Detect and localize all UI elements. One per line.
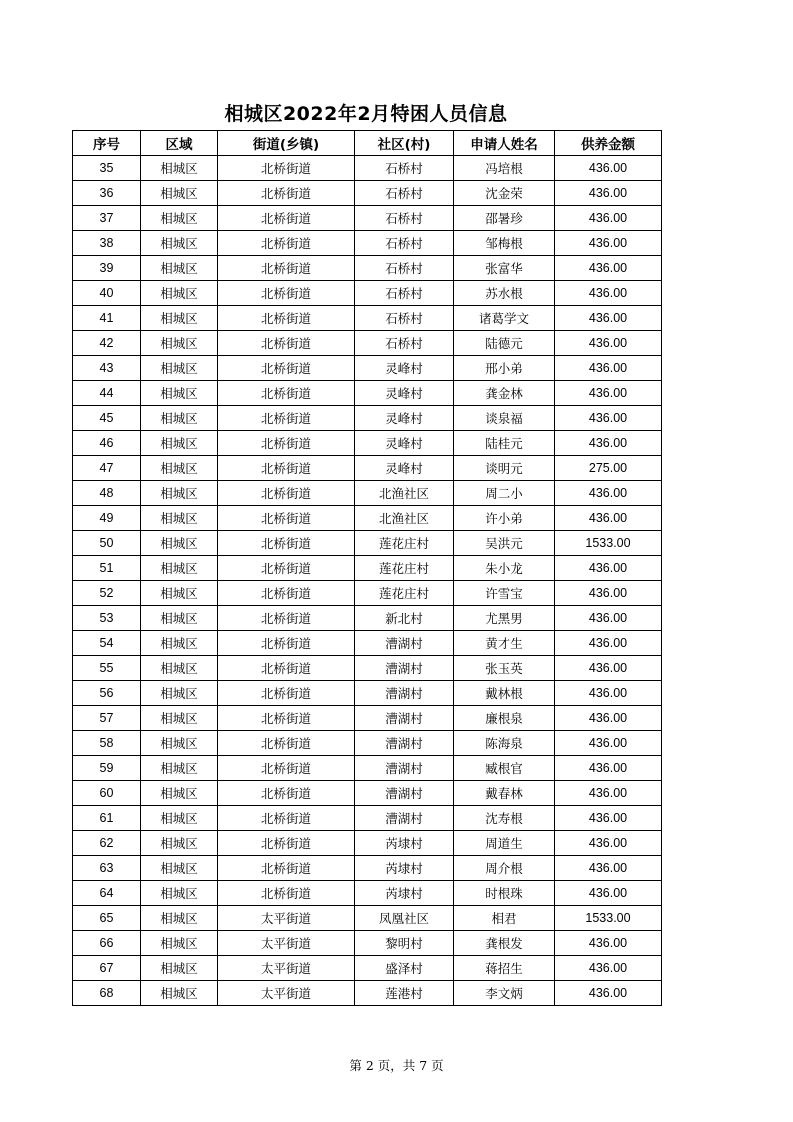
cell-district: 相城区 [141,681,218,706]
cell-street: 北桥街道 [218,256,355,281]
cell-support-amount: 436.00 [555,881,662,906]
cell-street: 北桥街道 [218,656,355,681]
cell-district: 相城区 [141,206,218,231]
cell-applicant-name: 苏水根 [454,281,555,306]
table-row [73,281,662,306]
cell-community: 莲花庄村 [355,556,454,581]
cell-applicant-name: 尤黑男 [454,606,555,631]
cell-community: 盛泽村 [355,956,454,981]
cell-index: 44 [73,381,141,406]
cell-street: 北桥街道 [218,756,355,781]
header-index: 序号 [73,131,141,156]
table-row [73,206,662,231]
cell-district: 相城区 [141,731,218,756]
cell-support-amount: 436.00 [555,156,662,181]
header-applicant-name: 申请人姓名 [454,131,555,156]
cell-support-amount: 436.00 [555,856,662,881]
table-row [73,456,662,481]
cell-street: 太平街道 [218,956,355,981]
cell-district: 相城区 [141,306,218,331]
cell-district: 相城区 [141,531,218,556]
table-row [73,831,662,856]
cell-street: 北桥街道 [218,581,355,606]
cell-street: 北桥街道 [218,381,355,406]
cell-support-amount: 436.00 [555,256,662,281]
cell-index: 35 [73,156,141,181]
cell-index: 50 [73,531,141,556]
cell-applicant-name: 冯培根 [454,156,555,181]
cell-district: 相城区 [141,656,218,681]
cell-district: 相城区 [141,906,218,931]
cell-community: 漕湖村 [355,731,454,756]
cell-index: 56 [73,681,141,706]
cell-support-amount: 436.00 [555,431,662,456]
header-district: 区域 [141,131,218,156]
cell-street: 北桥街道 [218,431,355,456]
cell-community: 石桥村 [355,256,454,281]
cell-support-amount: 436.00 [555,556,662,581]
cell-support-amount: 436.00 [555,381,662,406]
cell-district: 相城区 [141,706,218,731]
cell-district: 相城区 [141,506,218,531]
cell-street: 北桥街道 [218,156,355,181]
cell-community: 灵峰村 [355,456,454,481]
cell-community: 石桥村 [355,231,454,256]
cell-index: 36 [73,181,141,206]
cell-street: 北桥街道 [218,606,355,631]
cell-index: 57 [73,706,141,731]
table-row [73,906,662,931]
cell-community: 灵峰村 [355,356,454,381]
cell-applicant-name: 戴林根 [454,681,555,706]
cell-support-amount: 436.00 [555,706,662,731]
cell-district: 相城区 [141,581,218,606]
cell-district: 相城区 [141,781,218,806]
cell-street: 北桥街道 [218,481,355,506]
table-row [73,531,662,556]
header-community: 社区(村) [355,131,454,156]
cell-applicant-name: 朱小龙 [454,556,555,581]
cell-support-amount: 1533.00 [555,531,662,556]
cell-community: 漕湖村 [355,681,454,706]
cell-index: 48 [73,481,141,506]
cell-community: 芮埭村 [355,856,454,881]
page-number: 第 2 页，共 7 页 [349,1058,444,1073]
cell-support-amount: 436.00 [555,681,662,706]
cell-index: 46 [73,431,141,456]
cell-support-amount: 1533.00 [555,906,662,931]
cell-street: 北桥街道 [218,556,355,581]
cell-community: 石桥村 [355,181,454,206]
table-row [73,506,662,531]
table-row [73,656,662,681]
cell-community: 漕湖村 [355,631,454,656]
cell-district: 相城区 [141,981,218,1006]
table-row [73,856,662,881]
header-support-amount: 供养金额 [555,131,662,156]
cell-community: 莲花庄村 [355,531,454,556]
cell-applicant-name: 邢小弟 [454,356,555,381]
cell-street: 太平街道 [218,931,355,956]
table-row [73,956,662,981]
cell-district: 相城区 [141,631,218,656]
cell-district: 相城区 [141,881,218,906]
cell-district: 相城区 [141,181,218,206]
cell-applicant-name: 蒋招生 [454,956,555,981]
cell-index: 66 [73,931,141,956]
cell-street: 北桥街道 [218,856,355,881]
cell-support-amount: 436.00 [555,806,662,831]
cell-district: 相城区 [141,481,218,506]
table-row [73,881,662,906]
cell-applicant-name: 廉根泉 [454,706,555,731]
cell-community: 石桥村 [355,281,454,306]
cell-community: 石桥村 [355,306,454,331]
cell-applicant-name: 许小弟 [454,506,555,531]
table-row [73,631,662,656]
cell-index: 55 [73,656,141,681]
cell-applicant-name: 黄才生 [454,631,555,656]
roster-table [72,130,662,1006]
cell-community: 新北村 [355,606,454,631]
table-row [73,581,662,606]
cell-street: 北桥街道 [218,531,355,556]
table-row [73,256,662,281]
cell-street: 北桥街道 [218,731,355,756]
cell-community: 莲港村 [355,981,454,1006]
cell-support-amount: 436.00 [555,931,662,956]
cell-support-amount: 436.00 [555,406,662,431]
cell-street: 北桥街道 [218,331,355,356]
cell-index: 38 [73,231,141,256]
table-body [73,156,662,1006]
cell-support-amount: 436.00 [555,756,662,781]
cell-community: 漕湖村 [355,781,454,806]
cell-community: 灵峰村 [355,381,454,406]
cell-support-amount: 436.00 [555,656,662,681]
cell-district: 相城区 [141,756,218,781]
table-row [73,781,662,806]
cell-support-amount: 436.00 [555,781,662,806]
cell-applicant-name: 陈海泉 [454,731,555,756]
table-row [73,331,662,356]
cell-district: 相城区 [141,556,218,581]
cell-support-amount: 436.00 [555,231,662,256]
table-row [73,681,662,706]
cell-index: 68 [73,981,141,1006]
cell-community: 北渔社区 [355,481,454,506]
cell-index: 45 [73,406,141,431]
cell-index: 37 [73,206,141,231]
cell-index: 58 [73,731,141,756]
cell-applicant-name: 谈明元 [454,456,555,481]
cell-district: 相城区 [141,281,218,306]
cell-applicant-name: 李文炳 [454,981,555,1006]
table-row [73,481,662,506]
cell-community: 石桥村 [355,206,454,231]
cell-street: 北桥街道 [218,831,355,856]
cell-district: 相城区 [141,156,218,181]
cell-street: 北桥街道 [218,631,355,656]
cell-community: 北渔社区 [355,506,454,531]
cell-support-amount: 436.00 [555,981,662,1006]
cell-support-amount: 275.00 [555,456,662,481]
table-row [73,806,662,831]
cell-community: 石桥村 [355,156,454,181]
cell-support-amount: 436.00 [555,581,662,606]
cell-applicant-name: 周介根 [454,856,555,881]
cell-community: 灵峰村 [355,431,454,456]
cell-support-amount: 436.00 [555,731,662,756]
cell-street: 北桥街道 [218,231,355,256]
table-row [73,306,662,331]
cell-index: 40 [73,281,141,306]
cell-street: 北桥街道 [218,356,355,381]
cell-street: 北桥街道 [218,781,355,806]
cell-street: 太平街道 [218,906,355,931]
cell-applicant-name: 诸葛学文 [454,306,555,331]
cell-community: 漕湖村 [355,656,454,681]
cell-street: 北桥街道 [218,456,355,481]
cell-support-amount: 436.00 [555,356,662,381]
table-row [73,431,662,456]
cell-applicant-name: 时根珠 [454,881,555,906]
cell-index: 65 [73,906,141,931]
table-row [73,381,662,406]
cell-community: 漕湖村 [355,706,454,731]
cell-district: 相城区 [141,431,218,456]
cell-index: 67 [73,956,141,981]
cell-district: 相城区 [141,956,218,981]
cell-district: 相城区 [141,856,218,881]
cell-applicant-name: 臧根官 [454,756,555,781]
cell-index: 41 [73,306,141,331]
table-row [73,706,662,731]
cell-district: 相城区 [141,231,218,256]
cell-index: 63 [73,856,141,881]
cell-index: 42 [73,331,141,356]
cell-community: 漕湖村 [355,806,454,831]
header-street: 街道(乡镇) [218,131,355,156]
cell-applicant-name: 周道生 [454,831,555,856]
cell-district: 相城区 [141,931,218,956]
cell-support-amount: 436.00 [555,481,662,506]
cell-community: 灵峰村 [355,406,454,431]
cell-applicant-name: 相君 [454,906,555,931]
cell-index: 49 [73,506,141,531]
cell-index: 64 [73,881,141,906]
cell-street: 北桥街道 [218,706,355,731]
cell-community: 黎明村 [355,931,454,956]
cell-applicant-name: 许雪宝 [454,581,555,606]
cell-index: 61 [73,806,141,831]
cell-applicant-name: 龚根发 [454,931,555,956]
table-header-row [73,131,662,156]
table-row [73,231,662,256]
cell-applicant-name: 戴春林 [454,781,555,806]
document-title: 相城区2022年2月特困人员信息 [224,103,508,125]
cell-support-amount: 436.00 [555,331,662,356]
cell-applicant-name: 邵暑珍 [454,206,555,231]
cell-applicant-name: 张富华 [454,256,555,281]
cell-index: 62 [73,831,141,856]
cell-index: 51 [73,556,141,581]
cell-community: 石桥村 [355,331,454,356]
cell-street: 北桥街道 [218,681,355,706]
cell-index: 60 [73,781,141,806]
cell-support-amount: 436.00 [555,506,662,531]
cell-street: 北桥街道 [218,881,355,906]
table-row [73,981,662,1006]
cell-district: 相城区 [141,406,218,431]
cell-applicant-name: 吴洪元 [454,531,555,556]
table-row [73,156,662,181]
cell-street: 北桥街道 [218,306,355,331]
table-row [73,406,662,431]
cell-applicant-name: 周二小 [454,481,555,506]
cell-support-amount: 436.00 [555,631,662,656]
cell-support-amount: 436.00 [555,956,662,981]
cell-street: 北桥街道 [218,206,355,231]
cell-district: 相城区 [141,381,218,406]
table-row [73,556,662,581]
cell-street: 北桥街道 [218,281,355,306]
cell-index: 39 [73,256,141,281]
cell-applicant-name: 陆德元 [454,331,555,356]
cell-support-amount: 436.00 [555,181,662,206]
cell-street: 北桥街道 [218,406,355,431]
cell-applicant-name: 沈金荣 [454,181,555,206]
cell-street: 北桥街道 [218,806,355,831]
cell-community: 芮埭村 [355,881,454,906]
cell-applicant-name: 邹梅根 [454,231,555,256]
table-row [73,931,662,956]
cell-support-amount: 436.00 [555,606,662,631]
cell-street: 北桥街道 [218,181,355,206]
cell-district: 相城区 [141,606,218,631]
cell-index: 43 [73,356,141,381]
table-row [73,731,662,756]
cell-index: 54 [73,631,141,656]
cell-support-amount: 436.00 [555,206,662,231]
cell-community: 漕湖村 [355,756,454,781]
table-row [73,356,662,381]
table-row [73,181,662,206]
cell-index: 59 [73,756,141,781]
cell-district: 相城区 [141,456,218,481]
cell-district: 相城区 [141,256,218,281]
cell-district: 相城区 [141,331,218,356]
cell-street: 太平街道 [218,981,355,1006]
cell-index: 47 [73,456,141,481]
cell-community: 莲花庄村 [355,581,454,606]
cell-support-amount: 436.00 [555,831,662,856]
cell-applicant-name: 陆桂元 [454,431,555,456]
cell-index: 52 [73,581,141,606]
cell-support-amount: 436.00 [555,281,662,306]
cell-applicant-name: 张玉英 [454,656,555,681]
cell-support-amount: 436.00 [555,306,662,331]
cell-district: 相城区 [141,806,218,831]
cell-applicant-name: 沈寿根 [454,806,555,831]
cell-community: 凤凰社区 [355,906,454,931]
table-row [73,606,662,631]
cell-applicant-name: 谈泉福 [454,406,555,431]
cell-index: 53 [73,606,141,631]
cell-community: 芮埭村 [355,831,454,856]
table-row [73,756,662,781]
cell-district: 相城区 [141,356,218,381]
cell-street: 北桥街道 [218,506,355,531]
cell-applicant-name: 龚金林 [454,381,555,406]
cell-district: 相城区 [141,831,218,856]
